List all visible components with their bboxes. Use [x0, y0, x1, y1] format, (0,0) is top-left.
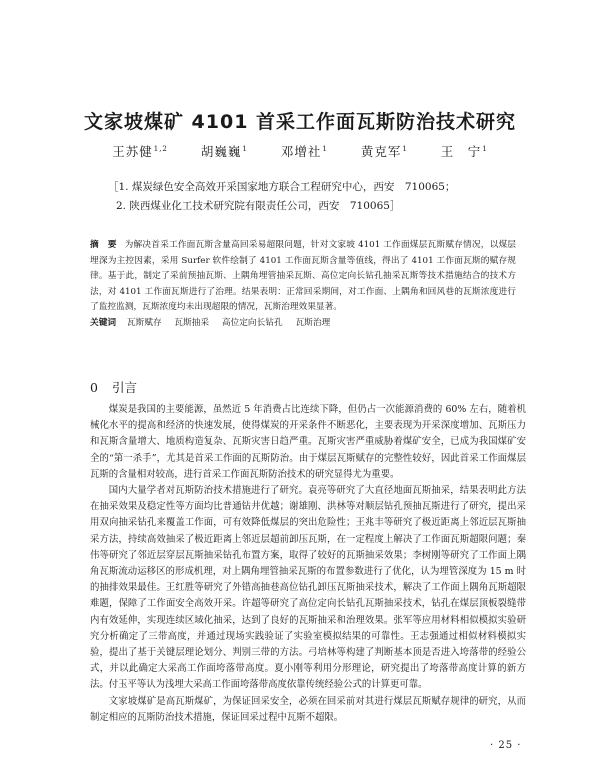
keyword: 高位定向长钻孔 [221, 317, 283, 328]
author: 黄克军$^1$ [360, 144, 408, 159]
abstract-text: 为解决首采工作面瓦斯含量高回采易超限问题，针对文家坡 4101 工作面煤层瓦斯赋存情况，以煤层埋深为主控因素，采用 Surfer 软件绘制了 4101 工作面瓦斯含量等值线，得出了 4101 工作面瓦斯的赋存规律。基于此，制定了采前预抽瓦斯、上隅角埋管抽采瓦斯、高位定向长钻孔抽采瓦斯等技术措施结合的技术方法，对 4101 工作面瓦斯进行了治理。结果表明：正常回采期间，对工作面、上隅角和回风巷的瓦斯浓度进行了监控监测，瓦斯浓度均未出现超限的情况，瓦斯治理效果显著。 [90, 240, 516, 312]
keywords-label: 关键词 [90, 317, 117, 328]
affiliation-line: ［1. 煤炭绿色安全高效开采国家地方联合工程研究中心，西安 710065； [108, 181, 456, 193]
author: 胡巍巍$^1$ [200, 144, 248, 159]
page-number: · 25 · [490, 740, 522, 751]
paper-title: 文家坡煤矿 4101 首采工作面瓦斯防治技术研究 [83, 110, 517, 133]
paragraph: 文家坡煤矿是高瓦斯煤矿，为保证回采安全，必须在回采前对其进行煤层瓦斯赋存规律的研究，从而制定相应的瓦斯防治技术措施，保证回采过程中瓦斯不超限。 [90, 695, 526, 723]
author: 王 宁$^1$ [440, 144, 488, 159]
keyword: 瓦斯抽采 [174, 317, 210, 328]
keyword: 瓦斯治理 [295, 317, 331, 328]
author: 邓增社$^1$ [280, 144, 328, 159]
abstract [90, 238, 516, 316]
paragraph: 国内大量学者对瓦斯防治技术措施进行了研究。袁亮等研究了大直径地面瓦斯抽采，结果表明此方法在抽采效果及稳定性等方面均比普通钻井优越；谢雄刚、洪林等对顺层钻孔预抽瓦斯进行了研究，提出采用双向抽采钻孔来覆盖工作面，可有效降低煤层的突出危险性；王兆丰等研究了极近距离上邻近层瓦斯抽采方法，持续高效抽采了极近距离上邻近层超前卸压瓦斯，在一定程度上解决了工作面瓦斯超限问题；秦伟等研究了邻近层穿层瓦斯抽采钻孔布置方案，取得了较好的瓦斯抽采效果；李树刚等研究了工作面上隅角瓦斯流动运移区的形成机理，对上隅角埋管抽采瓦斯的布置参数进行了优化，认为埋管深度为 15 m 时的抽排效果最佳。王红胜等研究了外错高抽巷高位钻孔卸压瓦斯抽采技术，解决了工作面上隅角瓦斯超限难题，保障了工作面安全高效开采。许超等研究了高位定向长钻孔瓦斯抽采技术，钻孔在煤层顶板裂缝带内有效延伸，实现连续区域化抽采，达到了良好的瓦斯抽采和治理效果。张军等应用材料相似模拟实验研究分析确定了三带高度，并通过现场实践验证了实验室模拟结果的可靠性。王志强通过相似材料模拟实验，提出了基于关键层理论划分、判别三带的方法。弓培林等构建了判断基本顶是否进入垮落带的经验公式，并以此确定大采高工作面垮落带高度。夏小刚等利用分形理论，研究提出了垮落带高度计算的新方法。付玉平等认为浅埋大采高工作面垮落带高度依靠传统经验公式的计算更可靠。 [90, 485, 526, 691]
section-heading [90, 378, 137, 396]
section-number: 0 [90, 380, 98, 395]
affiliation-line: 2. 陕西煤业化工技术研究院有限责任公司，西安 710065］ [116, 200, 401, 212]
body-text [90, 402, 526, 726]
author: 王苏健$^{1,2}$ [112, 144, 168, 159]
abstract-label: 摘 要 [90, 240, 117, 250]
affiliations [108, 178, 538, 216]
keywords [90, 316, 516, 332]
paragraph: 煤炭是我国的主要能源，虽然近 5 年消费占比连续下降，但仍占一次能源消费的 60% 左右，随着机械化水平的提高和经济的快速发展，使得煤炭的开采条件不断恶化，主要表现为开采深度增加、瓦斯压力和瓦斯含量增大、地质构造复杂、瓦斯灾害日趋严重。瓦斯灾害严重威胁着煤矿安全，已成为我国煤矿安全的“第一杀手”，尤其是首采工作面的瓦斯防治。由于煤层瓦斯赋存的完整性较好，因此首采工作面煤层瓦斯的含量相对较高，进行首采工作面瓦斯防治技术的研究显得尤为重要。 [90, 404, 526, 480]
section-title: 引言 [111, 380, 137, 395]
keyword: 瓦斯赋存 [126, 317, 162, 328]
abstract-block [90, 238, 516, 331]
author-list [60, 142, 540, 160]
